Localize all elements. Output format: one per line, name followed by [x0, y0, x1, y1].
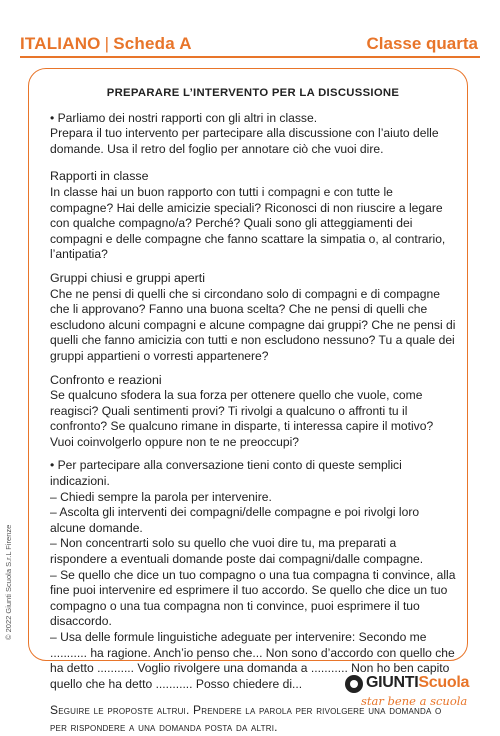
header-separator: |	[104, 34, 110, 53]
tip-item: • Per partecipare alla conversazione tieni conto di queste semplici indicazioni.	[50, 458, 402, 489]
logo-brand-second: Scuola	[418, 674, 470, 691]
tip-item: – Non concentrarti solo su quello che vuoi dire tu, ma preparati a rispondere a eventuali domande poste dai compagni/dalle compagne.	[50, 536, 424, 567]
side-copyright: © 2022 Giunti Scuola S.r.L Firenze	[4, 524, 13, 640]
logo-wordmark	[366, 674, 469, 692]
section-heading: Rapporti in classe	[50, 169, 149, 184]
tip-item: – Usa delle formule linguistiche adeguate per intervenire: Secondo me ........... ha ragione. Anch’io penso che... Non sono d’accordo con quello che ha detto ........... Voglio rivolgere una domanda a ........... Non ho ben capito quello che ha detto ........... Posso chiedere di...	[50, 630, 455, 691]
section-heading: Gruppi chiusi e gruppi aperti	[50, 270, 205, 285]
giunti-logo-icon	[345, 675, 363, 693]
section-confronto	[50, 373, 456, 451]
subject-name: ITALIANO	[20, 34, 101, 53]
logo-tagline: star bene a scuola	[361, 694, 468, 708]
section-body: Che ne pensi di quelli che si circondano solo di compagni e di compagne che li approvano? Fanno una buona scelta? Che ne pensi di quelli che escludono alcuni compagni e alcune compagne dai gruppi? Che ne pensi di quelli che fanno amicizia con tutti e non escludono nessuno? Tu a quale dei gruppi appartieni o vorresti appartenere?	[50, 286, 456, 363]
worksheet-title: PREPARARE L’INTERVENTO PER LA DISCUSSIONE	[106, 87, 400, 99]
giunti-scuola-logo	[345, 674, 485, 714]
section-gruppi	[50, 271, 456, 365]
tip-item: – Se quello che dice un tuo compagno o una tua compagna ti convince, alla fine puoi intervenire ed esprimere il tuo accordo. Se quello che dice un tuo compagno o una tua compagna non ti convince, puoi esprimere il tuo disaccordo.	[50, 567, 456, 629]
tip-item: – Ascolta gli interventi dei compagni/delle compagne e poi rivolgi loro alcune domande.	[50, 505, 420, 535]
page-header	[20, 26, 480, 56]
worksheet-content	[50, 84, 456, 736]
header-rule	[20, 56, 480, 58]
sheet-name: Scheda A	[113, 34, 192, 53]
grade-label: Classe quarta	[366, 34, 478, 53]
intro-block	[50, 111, 456, 158]
section-heading: Confronto e reazioni	[50, 372, 162, 387]
intro-line: • Parliamo dei nostri rapporti con gli altri in classe.	[50, 110, 318, 125]
section-body: In classe hai un buon rapporto con tutti i compagni e con tutte le compagne? Hai delle amicizie speciali? Riconosci di non riuscire a legare con qualche compagno/a? Perché? Quali sono gli atteggiamenti dei compagni e delle compagne che fanno scattare la simpatia o, al contrario, l’antipatia?	[50, 184, 446, 262]
tips-list	[50, 458, 456, 692]
intro-line: Prepara il tuo intervento per partecipare alla discussione con l’aiuto delle domande. Usa il retro del foglio per annotare ciò che vuoi dire.	[50, 126, 439, 156]
section-rapporti	[50, 169, 456, 263]
subject-label	[20, 34, 192, 54]
footer-note: Seguire le proposte altrui. Prendere la parola per rivolgere una domanda o per rispondere a una domanda posta da altri.	[50, 703, 442, 735]
logo-brand-first: GIUNTI	[366, 674, 419, 691]
tip-item: – Chiedi sempre la parola per intervenire.	[50, 489, 272, 504]
section-body: Se qualcuno sfodera la sua forza per ottenere quello che vuole, come reagisci? Quali sentimenti provi? Ti rivolgi a qualcuno o affronti tu il confronto? Se qualcuno rimane in disparte, ti interessa capire il motivo? Vuoi coinvolgerlo oppure non te ne preoccupi?	[50, 388, 434, 449]
